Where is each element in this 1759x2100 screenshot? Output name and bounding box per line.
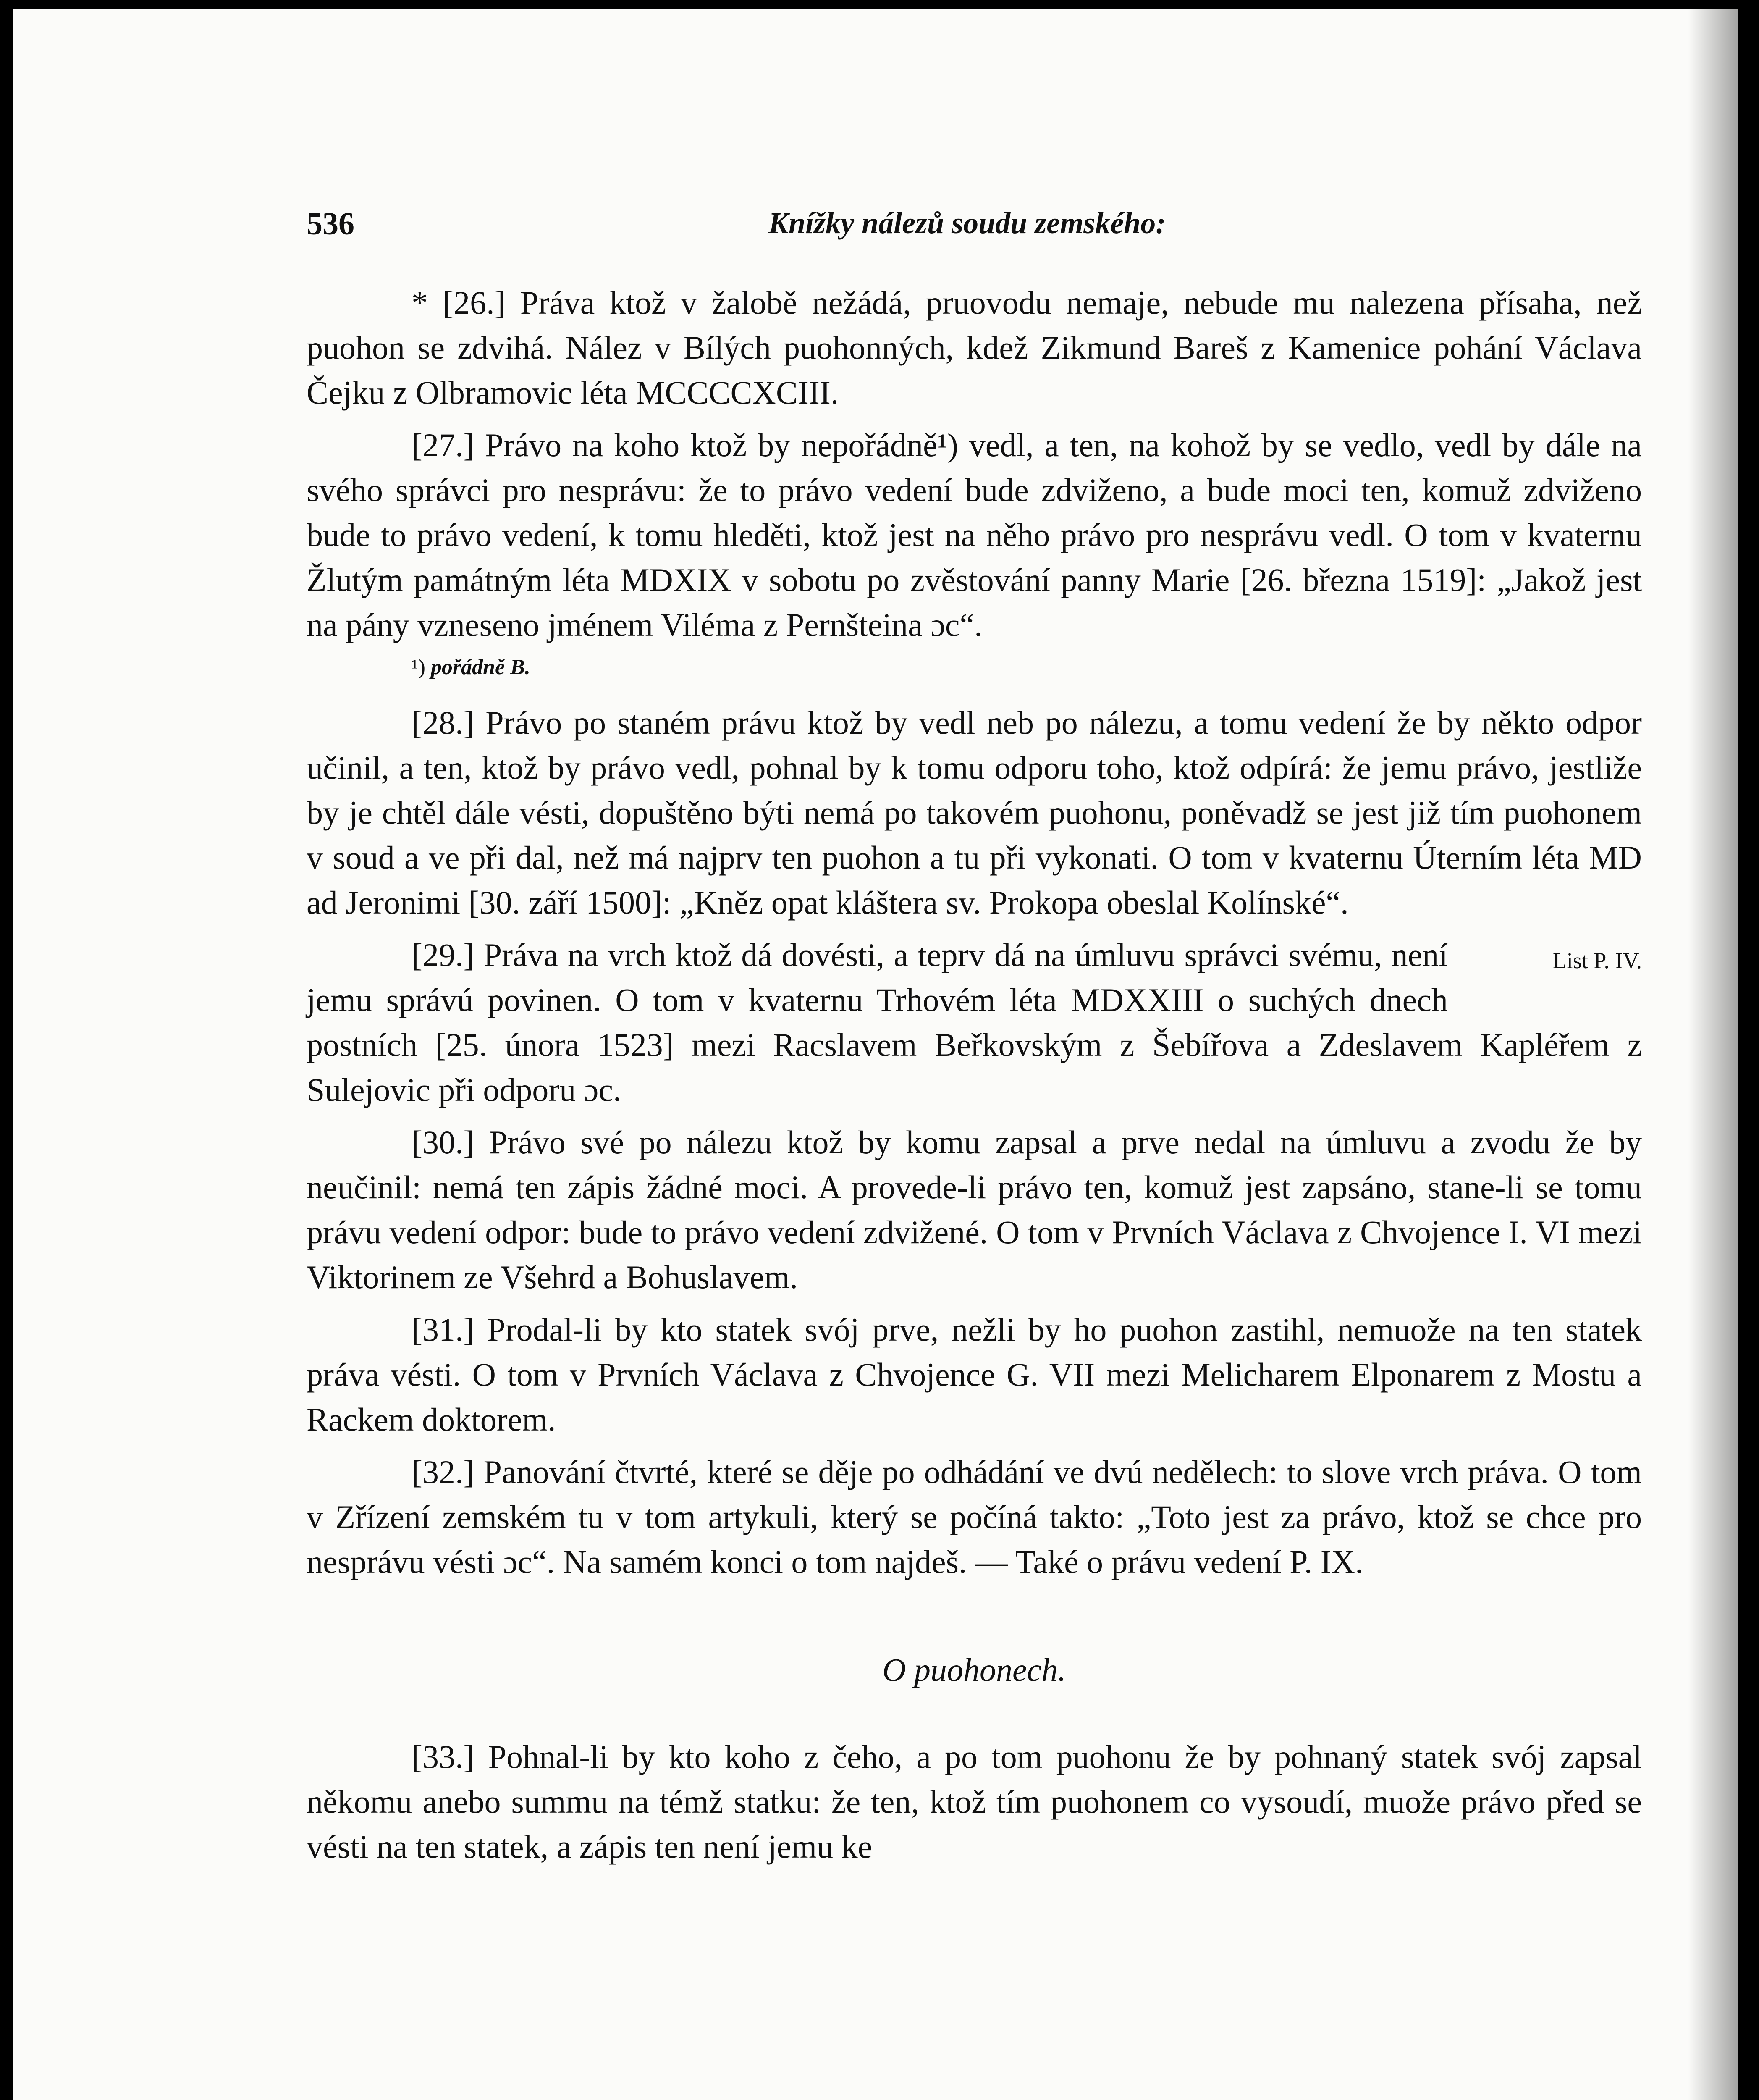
- body-text: [307, 280, 1642, 1877]
- paragraph-30: [30.] Právo své po nálezu ktož by komu zapsal a prve nedal na úmluvu a zvodu že by neučinil: nemá ten zápis žádné moci. A provede-li právo ten, komuž jest zapsáno, stane-li se tomu právu vedení odpor: bude to právo vedení zdvižené. O tom v Prvních Václava z Chvojence I. VI mezi Viktorinem ze Všehrd a Bohuslavem.: [307, 1124, 1642, 1295]
- section-heading: O puohonech.: [882, 1651, 1066, 1688]
- paragraph-29-text: [29.] Práva na vrch ktož dá dovésti, a teprv dá na úmluvu správci svému, není jemu správú povinen. O tom v kvaternu Trhovém léta MDXXIII o suchých dnech postních [25. února 1523] mezi Racslavem Beřkovským z Šebířova a Zdeslavem Kapléřem z Sulejovic při odporu ɔc.: [307, 937, 1642, 1108]
- page-number: 536: [307, 206, 354, 242]
- paragraph-32: [32.] Panování čtvrté, které se děje po odhádání ve dvú nedělech: to slove vrch práva. O tom v Zřízení zemském tu v tom artykuli, který se počíná takto: „Toto jest za právo, ktož se chce pro nesprávu vésti ɔc“. Na samém konci o tom najdeš. — Také o právu vedení P. IX.: [307, 1454, 1642, 1580]
- paragraph-29: [307, 932, 1642, 1112]
- running-title: Knížky nálezů soudu zemského:: [768, 206, 1166, 240]
- page-edge-shadow: [1688, 9, 1738, 2100]
- footnote-marker: ¹): [412, 655, 425, 679]
- running-head: [307, 206, 1650, 256]
- paragraph-31: [31.] Prodal-li by kto statek svój prve, nežli by ho puohon zastihl, nemuože na ten statek práva vésti. O tom v Prvních Václava z Chvojence G. VII mezi Melicharem Elponarem z Mostu a Rackem doktorem.: [307, 1311, 1642, 1438]
- book-page: [13, 9, 1738, 2100]
- footnote-text: pořádně B.: [430, 655, 530, 679]
- paragraph-33: [33.] Pohnal-li by kto koho z čeho, a po tom puohonu že by pohnaný statek svój zapsal někomu anebo summu na témž statku: že ten, ktož tím puohonem co vysoudí, muože právo před se vésti na ten statek, a zápis ten není jemu ke: [307, 1738, 1642, 1865]
- paragraph-27: [27.] Právo na koho ktož by nepořádně¹) vedl, a ten, na kohož by se vedlo, vedl by dále na svého správci pro nesprávu: že to právo vedení bude zdviženo, a bude moci ten, komuž zdviženo bude to právo vedení, k tomu hleděti, ktož jest na něho právo pro nesprávu vedl. O tom v kvaternu Žlutým památným léta MDXIX v sobotu po zvěstování panny Marie [26. března 1519]: „Jakož jest na pány vzneseno jménem Viléma z Pernšteina ɔc“.: [307, 427, 1642, 643]
- footnote: [307, 655, 1642, 680]
- paragraph-26: * [26.] Práva ktož v žalobě nežádá, pruovodu nemaje, nebude mu nalezena přísaha, než puohon se zdvihá. Nález v Bílých puohonných, kdež Zikmund Bareš z Kamenice pohání Václava Čejku z Olbramovic léta MCCCCXCIII.: [307, 284, 1642, 411]
- paragraph-28: [28.] Právo po staném právu ktož by vedl neb po nálezu, a tomu vedení že by někto odpor učinil, a ten, ktož by právo vedl, pohnal by k tomu odporu toho, ktož odpírá: že jemu právo, jestliže by je chtěl dále vésti, dopuštěno býti nemá po takovém puohonu, poněvadž se jest již tím puohonem v soud a ve při dal, než má najprv ten puohon a tu při vykonati. O tom v kvaternu Úterním léta MD ad Jeronimi [30. září 1500]: „Kněz opat kláštera sv. Prokopa obeslal Kolínské“.: [307, 704, 1642, 921]
- margin-note: List P. IV.: [1552, 948, 1642, 973]
